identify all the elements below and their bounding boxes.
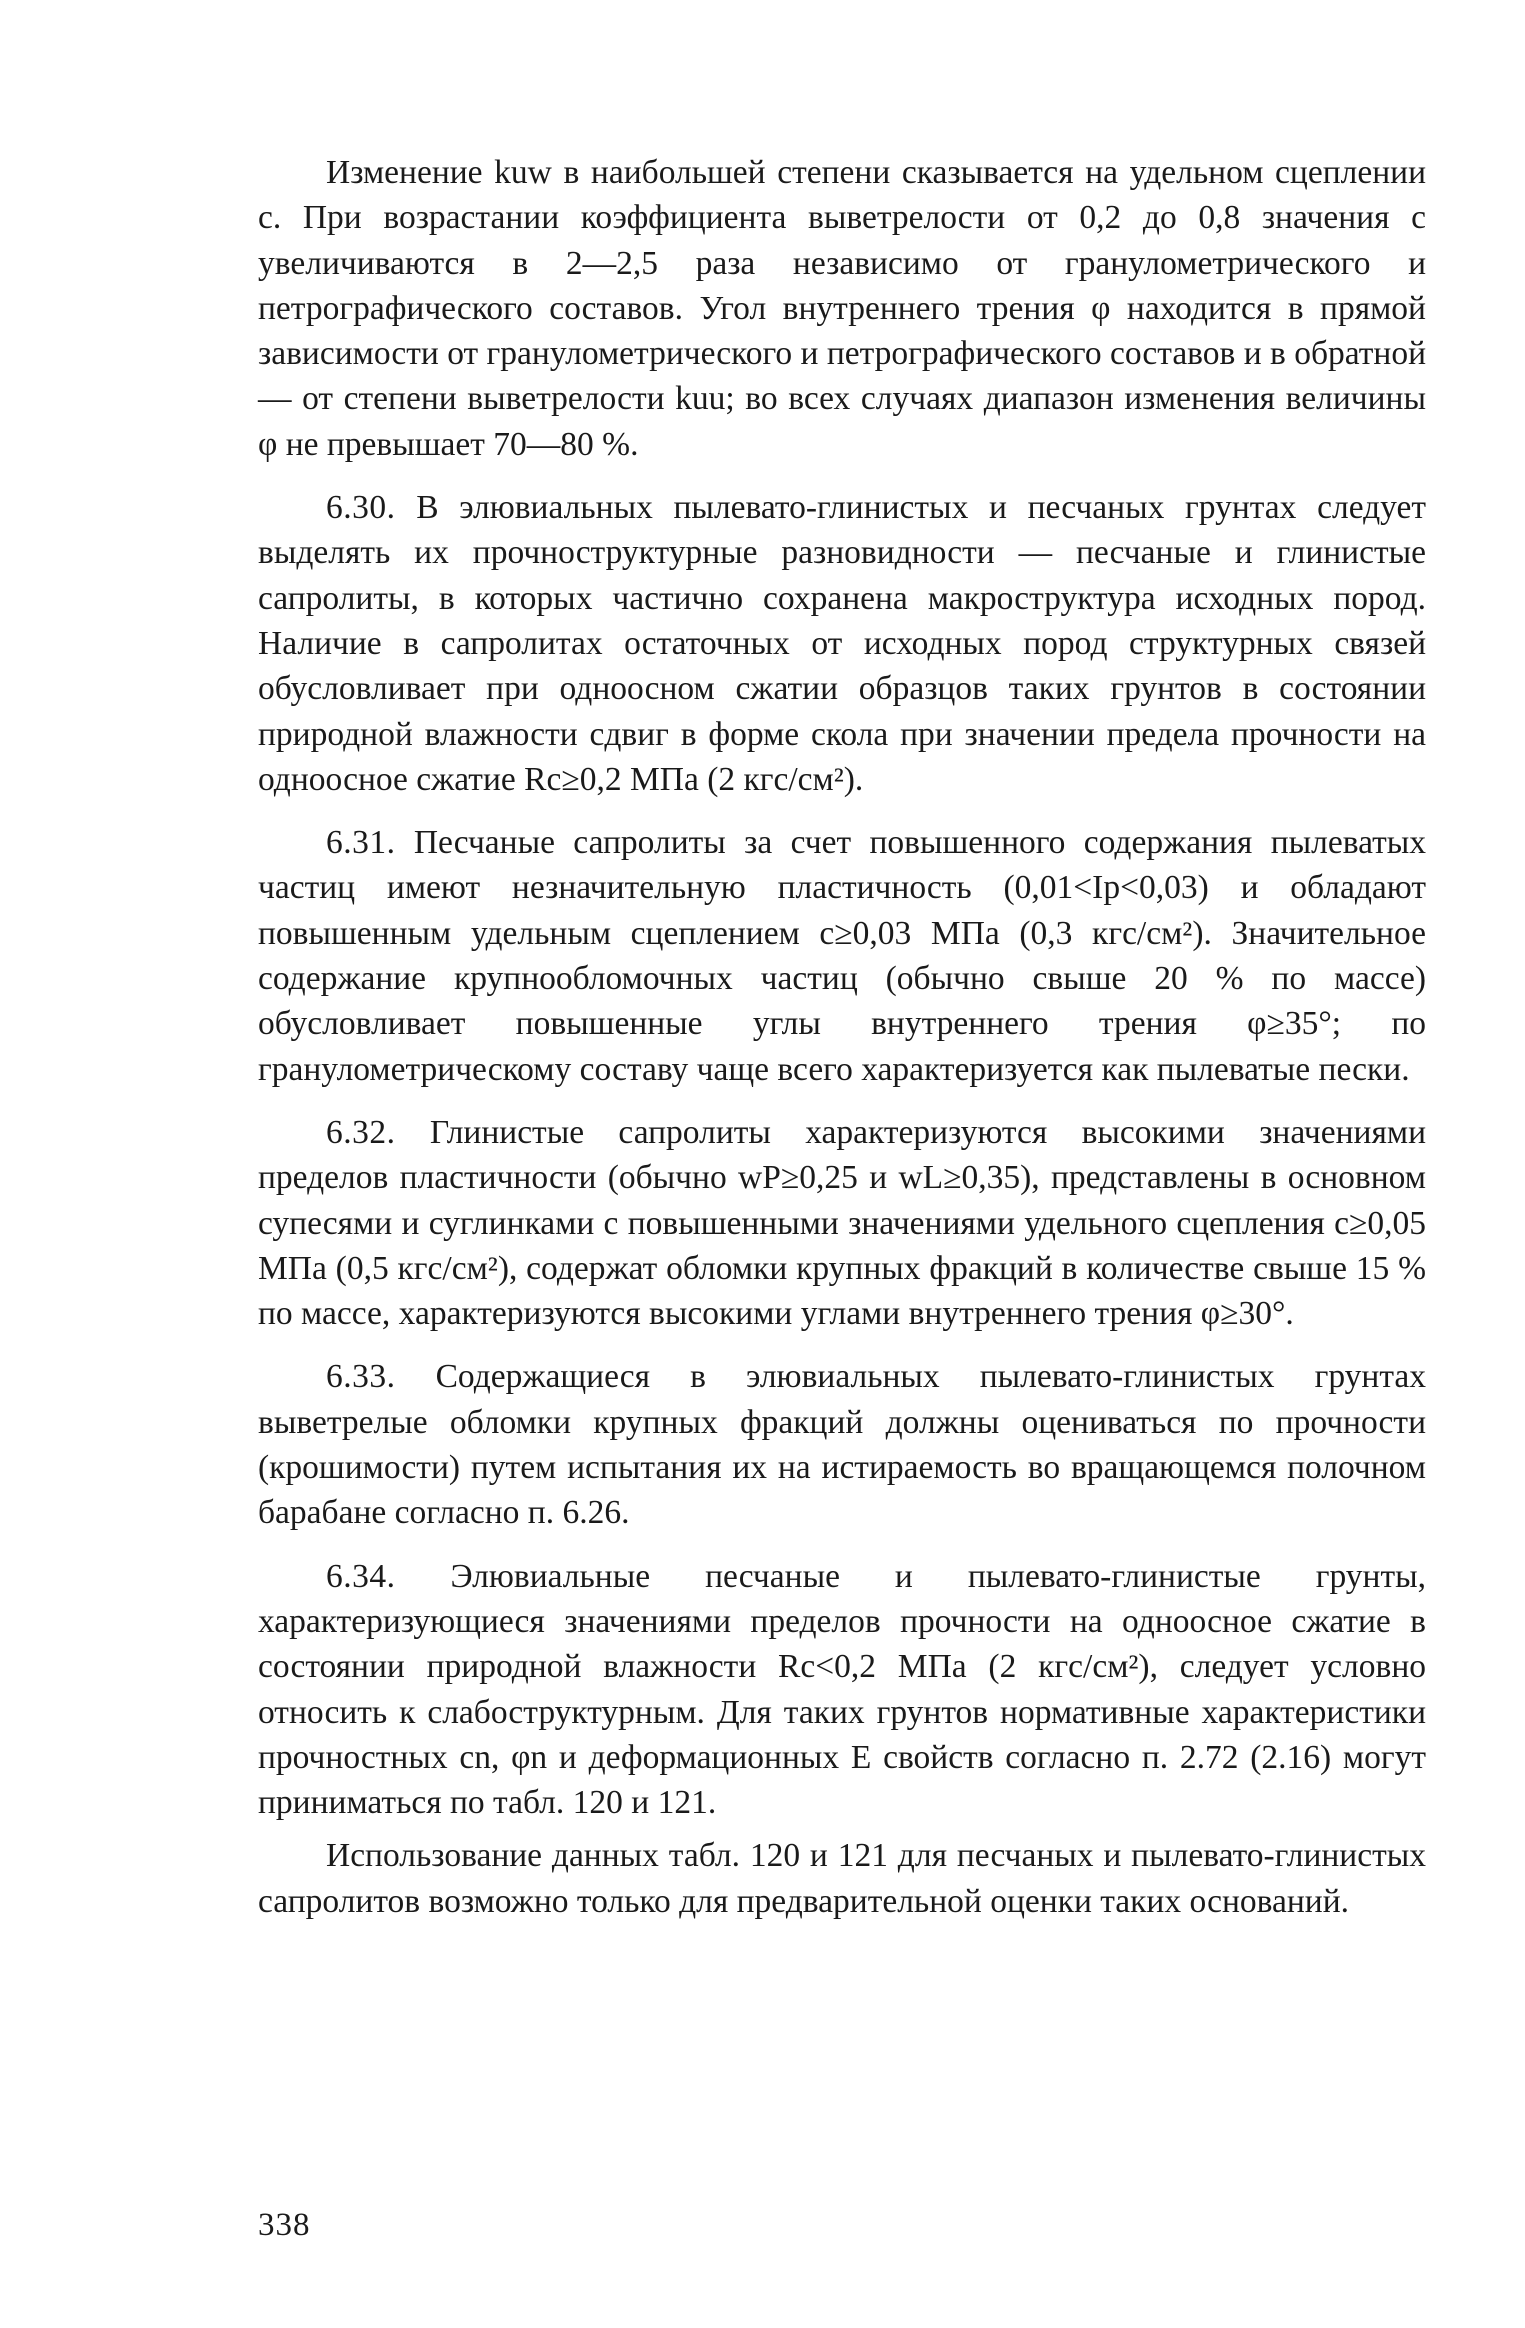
paragraph-number: 6.33.	[326, 1358, 396, 1396]
paragraph-number: 6.31.	[326, 824, 396, 862]
paragraph-6-33	[258, 1354, 1426, 1535]
paragraph-text: Глинистые сапролиты характеризуются высокими значениями пределов пластичности (обычно wP≥0,25 и wL≥0,35), представлены в основном супесями и суглинками с повышенными значениями удельного сцепления c≥0,05 МПа (0,5 кгс/см²), содержат обломки крупных фракций в количестве свыше 15 % по массе, характеризуются высокими углами внутреннего трения φ≥30°.	[258, 1113, 1426, 1333]
paragraph-6-34	[258, 1554, 1426, 1826]
paragraph-6-30	[258, 485, 1426, 802]
paragraph-number: 6.34.	[326, 1557, 396, 1595]
paragraph-text: Использование данных табл. 120 и 121 для песчаных и пылевато-глинистых сапролитов возможно только для предварительной оценки таких оснований.	[258, 1837, 1426, 1920]
paragraph-text: Содержащиеся в элювиальных пылевато-глинистых грунтах выветрелые обломки крупных фракций должны оцениваться по прочности (крошимости) путем испытания их на истираемость во вращающемся полочном барабане согласно п. 6.26.	[258, 1358, 1427, 1532]
paragraph-closing	[258, 1833, 1426, 1924]
paragraph-text: В элювиальных пылевато-глинистых и песчаных грунтах следует выделять их прочноструктурные разновидности — песчаные и глинистые сапролиты, в которых частично сохранена макроструктура исходных пород. Наличие в сапролитах остаточных от исходных пород структурных связей обусловливает при одноосном сжатии образцов таких грунтов в состоянии природной влажности сдвиг в форме скола при значении предела прочности на одноосное сжатие Rc≥0,2 МПа (2 кгс/см²).	[258, 489, 1426, 798]
paragraph-6-32	[258, 1110, 1426, 1336]
paragraph-text: Изменение kuw в наибольшей степени сказывается на удельном сцеплении c. При возрастании коэффициента выветрелости от 0,2 до 0,8 значения c увеличиваются в 2—2,5 раза независимо от гранулометрического и петрографического составов. Угол внутреннего трения φ находится в прямой зависимости от гранулометрического и петрографического составов и в обратной — от степени выветрелости kuu; во всех случаях диапазон изменения величины φ не превышает 70—80 %.	[258, 154, 1427, 463]
paragraph-text: Песчаные сапролиты за счет повышенного содержания пылеватых частиц имеют незначительную пластичность (0,01<Ip<0,03) и обладают повышенным удельным сцеплением c≥0,03 МПа (0,3 кгс/см²). Значительное содержание крупнообломочных частиц (обычно свыше 20 % по массе) обусловливает повышенные углы внутреннего трения φ≥35°; по гранулометрическому составу чаще всего характеризуется как пылеватые пески.	[258, 824, 1426, 1088]
paragraph-text: Элювиальные песчаные и пылевато-глинистые грунты, характеризующиеся значениями пределов прочности на одноосное сжатие в состоянии природной влажности Rc<0,2 МПа (2 кгс/см²), следует условно относить к слабоструктурным. Для таких грунтов нормативные характеристики прочностных cn, φn и деформационных E свойств согласно п. 2.72 (2.16) могут приниматься по табл. 120 и 121.	[258, 1557, 1426, 1822]
paragraph-intro	[258, 150, 1426, 467]
paragraph-6-31	[258, 820, 1426, 1092]
paragraph-number: 6.30.	[326, 489, 396, 527]
page-body	[258, 150, 1426, 1924]
paragraph-number: 6.32.	[326, 1113, 396, 1151]
page-number: 338	[258, 2207, 311, 2243]
